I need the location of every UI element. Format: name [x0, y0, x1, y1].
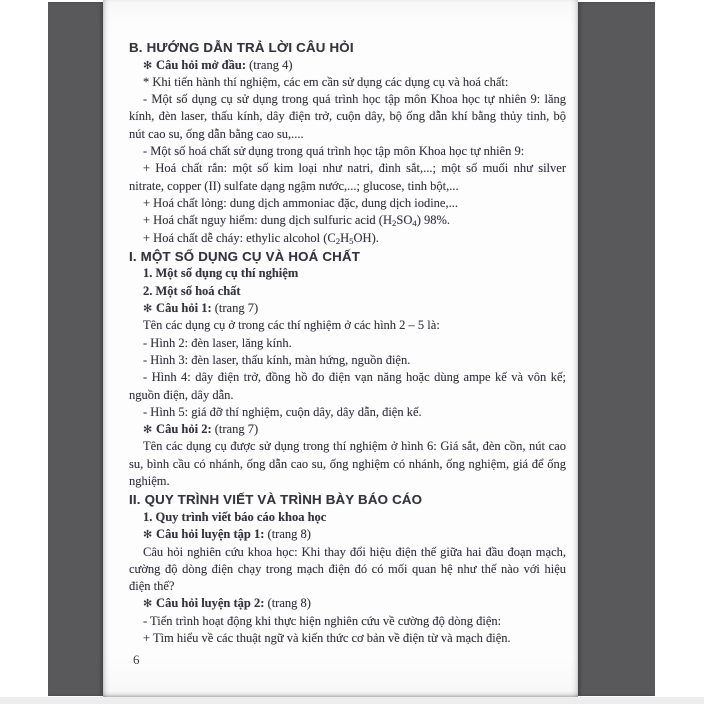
body-paragraph: Tên các dụng cụ được sử dụng trong thí nghiệm ở hình 6: Giá sắt, đèn cồn, nút cao su, bình cầu có nhánh, ống dẫn cao su, ống nghiệm có nhánh, ống nghiệm, giá để ống nghiệm. [129, 439, 566, 489]
subsection-heading: 1. Quy trình viết báo cáo khoa học [143, 509, 327, 524]
body-paragraph: - Hình 2: đèn laser, lăng kính. [143, 335, 292, 350]
body-paragraph: + Hoá chất nguy hiểm: dung dịch sulfuric acid $(H_2SO_4)$ 98%. [143, 213, 451, 229]
page-number: 6 [133, 652, 140, 667]
table-surface [0, 697, 704, 704]
body-paragraph: - Hình 5: giá đỡ thí nghiệm, cuộn dây, dây dẫn, điện kế. [143, 404, 422, 419]
section-heading-i: I. MỘT SỐ DỤNG CỤ VÀ HOÁ CHẤT [129, 248, 361, 264]
page-content [129, 38, 566, 647]
section-heading-b: B. HƯỚNG DẪN TRẢ LỜI CÂU HỎI [129, 40, 354, 55]
subsection-heading: 2. Một số hoá chất [143, 283, 241, 298]
body-paragraph: + Hoá chất dễ cháy: ethylic alcohol $(C_2H_5OH)$. [143, 230, 379, 246]
subsection-heading: 1. Một số dụng cụ thí nghiệm [143, 266, 299, 281]
body-paragraph: - Hình 4: dây điện trở, đồng hồ đo điện vạn năng hoặc dùng ampe kế và vôn kế; nguồn điện, dây dẫn. [129, 370, 566, 402]
body-paragraph: * Khi tiến hành thí nghiệm, các em cần sử dụng các dụng cụ và hoá chất: [143, 74, 509, 89]
body-paragraph: - Tiến trình hoạt động khi thực hiện nghiên cứu về cường độ dòng điện: [143, 613, 502, 628]
body-paragraph: Câu hỏi nghiên cứu khoa học: Khi thay đổi hiệu điện thế giữa hai đầu đoạn mạch, cường độ dòng điện chạy trong mạch điện đó có mối quan hệ như thế nào với hiệu điện thế? [129, 544, 566, 594]
question-label: ✻ Câu hỏi luyện tập 2: (trang 8) [143, 596, 311, 611]
body-paragraph: + Tìm hiểu về các thuật ngữ và kiến thức cơ bản về điện từ và mạch điện. [143, 630, 511, 645]
body-paragraph: - Một số dụng cụ sử dụng trong quá trình học tập môn Khoa học tự nhiên 9: lăng kính, đèn laser, thấu kính, dây điện trở, cuộn dây, bộ ống dẫn khí bằng thủy tinh, bộ nút cao su, ống dẫn bằng cao su,.... [129, 92, 566, 141]
body-paragraph: - Hình 3: đèn laser, thấu kính, màn hứng, nguồn điện. [143, 352, 411, 367]
body-paragraph: Tên các dụng cụ ở trong các thí nghiệm ở các hình 2 – 5 là: [143, 318, 440, 333]
body-paragraph: - Một số hoá chất sử dụng trong quá trình học tập môn Khoa học tự nhiên 9: [143, 144, 525, 159]
body-paragraph: + Hoá chất rắn: một số kim loại như natri, đinh sắt,...; một số muối như silver nitrate, copper (II) sulfate dạng ngậm nước,...; glucose, tinh bột,... [129, 161, 566, 193]
book-page-edges-right [578, 2, 655, 696]
question-label: ✻ Câu hỏi 2: (trang 7) [143, 422, 259, 437]
question-label: ✻ Câu hỏi luyện tập 1: (trang 8) [143, 527, 311, 542]
body-paragraph: + Hoá chất lỏng: dung dịch ammoniac đặc, dung dịch iodine,... [143, 195, 458, 210]
section-heading-ii: II. QUY TRÌNH VIẾT VÀ TRÌNH BÀY BÁO CÁO [129, 492, 423, 508]
question-label: ✻ Câu hỏi 1: (trang 7) [143, 301, 259, 316]
book-page [103, 0, 578, 697]
question-label: ✻ Câu hỏi mở đầu: (trang 4) [143, 57, 293, 72]
book-page-edges-left [48, 2, 103, 696]
